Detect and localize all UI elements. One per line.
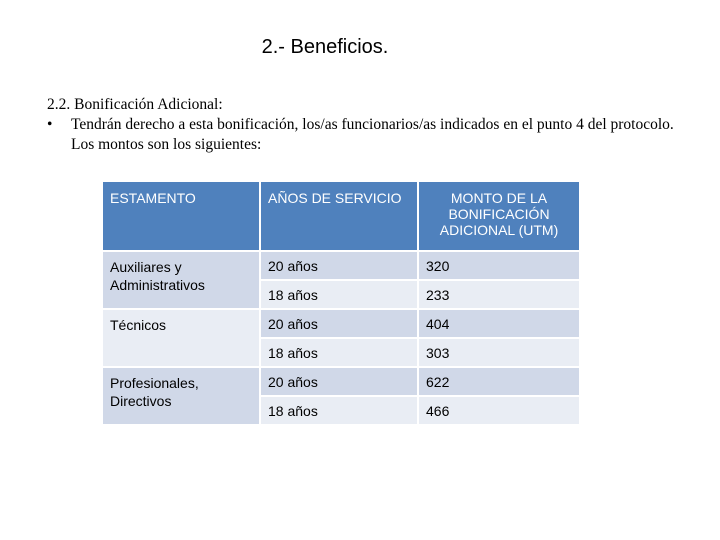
monto-cell: 622 — [418, 367, 580, 396]
table-row — [102, 251, 580, 280]
estamento-cell: Profesionales, Directivos — [102, 367, 260, 425]
monto-cell: 233 — [418, 280, 580, 309]
slide-title: 2.- Beneficios. — [261, 36, 389, 58]
monto-cell: 320 — [418, 251, 580, 280]
anos-cell: 20 años — [260, 367, 418, 396]
section-body — [47, 95, 687, 155]
table-row — [102, 367, 580, 396]
estamento-cell: Técnicos — [102, 309, 260, 367]
monto-cell: 466 — [418, 396, 580, 425]
bullet-item — [47, 115, 687, 155]
table-header-row — [102, 181, 580, 251]
table-row — [102, 309, 580, 338]
section-subtitle: 2.2. Bonificación Adicional: — [47, 96, 223, 113]
anos-cell: 20 años — [260, 309, 418, 338]
bullet-text: Tendrán derecho a esta bonificación, los/as funcionarios/as indicados en el punto 4 del protocolo. Los montos son los siguientes: — [71, 116, 674, 153]
estamento-cell: Auxiliares y Administrativos — [102, 251, 260, 309]
benefits-table — [101, 180, 581, 426]
anos-cell: 18 años — [260, 280, 418, 309]
anos-cell: 18 años — [260, 338, 418, 367]
header-estamento: ESTAMENTO — [102, 181, 260, 251]
bullet-icon: • — [47, 116, 53, 133]
monto-cell: 303 — [418, 338, 580, 367]
header-anos-servicio: AÑOS DE SERVICIO — [260, 181, 418, 251]
monto-cell: 404 — [418, 309, 580, 338]
header-monto: MONTO DE LA BONIFICACIÓN ADICIONAL (UTM) — [418, 181, 580, 251]
anos-cell: 18 años — [260, 396, 418, 425]
anos-cell: 20 años — [260, 251, 418, 280]
